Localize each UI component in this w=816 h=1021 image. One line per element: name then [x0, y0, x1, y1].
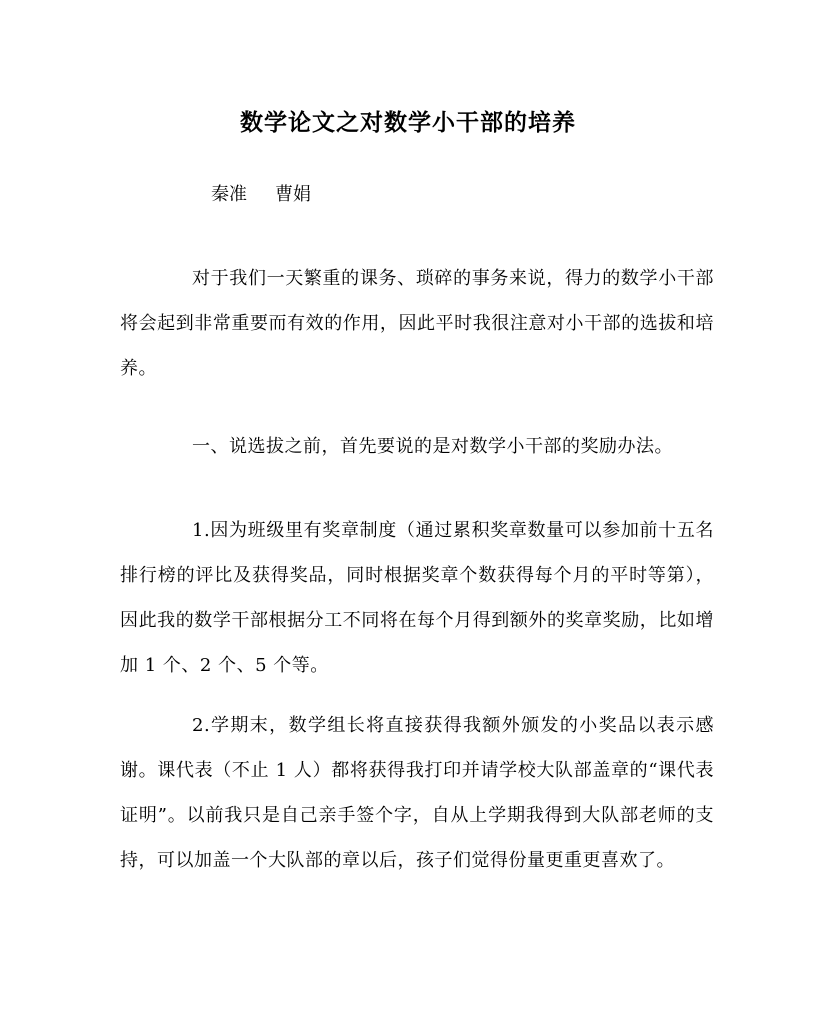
body-paragraph: 对于我们一天繁重的课务、琐碎的事务来说，得力的数学小干部将会起到非常重要而有效的作用，因此平时我很注意对小干部的选拔和培养。 — [120, 268, 714, 379]
section-heading: 一、说选拔之前，首先要说的是对数学小干部的奖励办法。 — [192, 436, 673, 457]
author-name: 曹娟 — [275, 184, 311, 205]
body-paragraph: 2.学期末，数学组长将直接获得我额外颁发的小奖品以表示感谢。课代表（不止 1 人）都将获得我打印并请学校大队部盖章的“课代表证明”。以前我只是自己亲手签个字，自从上学期我得到大队部老师的支持，可以加盖一个大队部的章以后，孩子们觉得份量更重更喜欢了。 — [120, 715, 714, 871]
body-paragraph: 1.因为班级里有奖章制度（通过累积奖章数量可以参加前十五名排行榜的评比及获得奖品，同时根据奖章个数获得每个月的平时等第），因此我的数学干部根据分工不同将在每个月得到额外的奖章奖励，比如增加 1 个、2 个、5 个等。 — [120, 520, 714, 676]
author-line — [211, 180, 311, 210]
document-title: 数学论文之对数学小干部的培养 — [240, 109, 576, 136]
author-name: 秦准 — [211, 184, 247, 205]
